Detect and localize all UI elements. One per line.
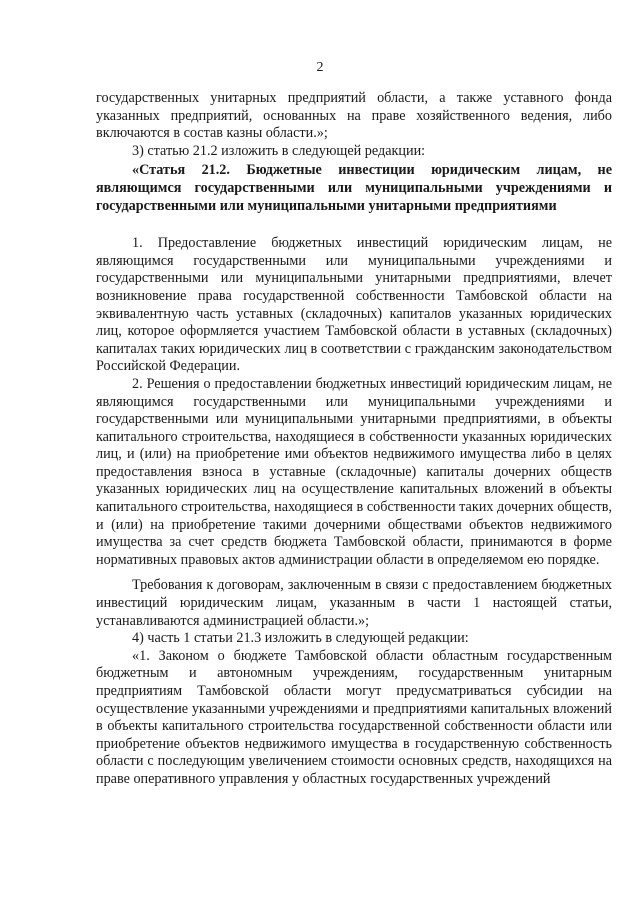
paragraph-part-1: 1. Предоставление бюджетных инвестиций юридическим лицам, не являющимся государственными или муниципальными учреждениями и государственными или муниципальными унитарными предприятиями, влечет возникновение права государственной собственности Тамбовской области на эквивалентную часть уставных (складочных) капиталов указанных юридических лиц, которое оформляется участием Тамбовской области в уставных (складочных) капиталах таких юридических лиц в соответствии с гражданским законодательством Российской Федерации. — [96, 235, 612, 375]
spacer — [96, 215, 612, 235]
page-number: 2 — [316, 60, 324, 75]
document-body — [96, 90, 612, 789]
article-heading: «Статья 21.2. Бюджетные инвестиции юридическим лицам, не являющимся государственными или муниципальными учреждениями и государственными или муниципальными унитарными предприятиями — [96, 162, 612, 214]
spacer — [96, 569, 612, 577]
paragraph-item-3: 3) статью 21.2 изложить в следующей редакции: — [132, 142, 426, 159]
paragraph-requirements: Требования к договорам, заключенным в связи с предоставлением бюджетных инвестиций юридическим лицам, указанным в части 1 настоящей статьи, устанавливаются администрацией области.»; — [96, 577, 612, 629]
paragraph-part-1-new: «1. Законом о бюджете Тамбовской области областным государственным бюджетным и автономным учреждениям, государственным унитарным предприятиям Тамбовской области могут предусматриваться субсидии на осуществление указанными учреждениями и предприятиями капитальных вложений в объекты капитального строительства государственной собственности области или приобретение объектов недвижимого имущества в государственную собственность области с последующим увеличением стоимости основных средств, находящихся на праве оперативного управления у областных государственных учреждений — [96, 647, 612, 787]
paragraph-continuation: государственных унитарных предприятий области, а также уставного фонда указанных предприятий, основанных на праве хозяйственного ведения, либо включаются в состав казны области.»; — [96, 90, 612, 142]
paragraph-part-2: 2. Решения о предоставлении бюджетных инвестиций юридическим лицам, не являющимся государственными или муниципальными учреждениями и государственными или муниципальными унитарными предприятиями, в объекты капитального строительства, находящиеся в собственности указанных юридических лиц, и (или) на приобретение ими объектов недвижимого имущества либо в целях предоставления взноса в уставные (складочные) капиталы дочерних обществ указанных юридических лиц на осуществление капитальных вложений в объекты капитального строительства, находящиеся в собственности таких дочерних обществ, и (или) на приобретение такими дочерними обществами объектов недвижимого имущества за счет средств бюджета Тамбовской области, принимаются в форме нормативных правовых актов администрации области в определяемом ею порядке. — [96, 375, 612, 568]
paragraph-item-4: 4) часть 1 статьи 21.3 изложить в следующей редакции: — [132, 630, 469, 647]
